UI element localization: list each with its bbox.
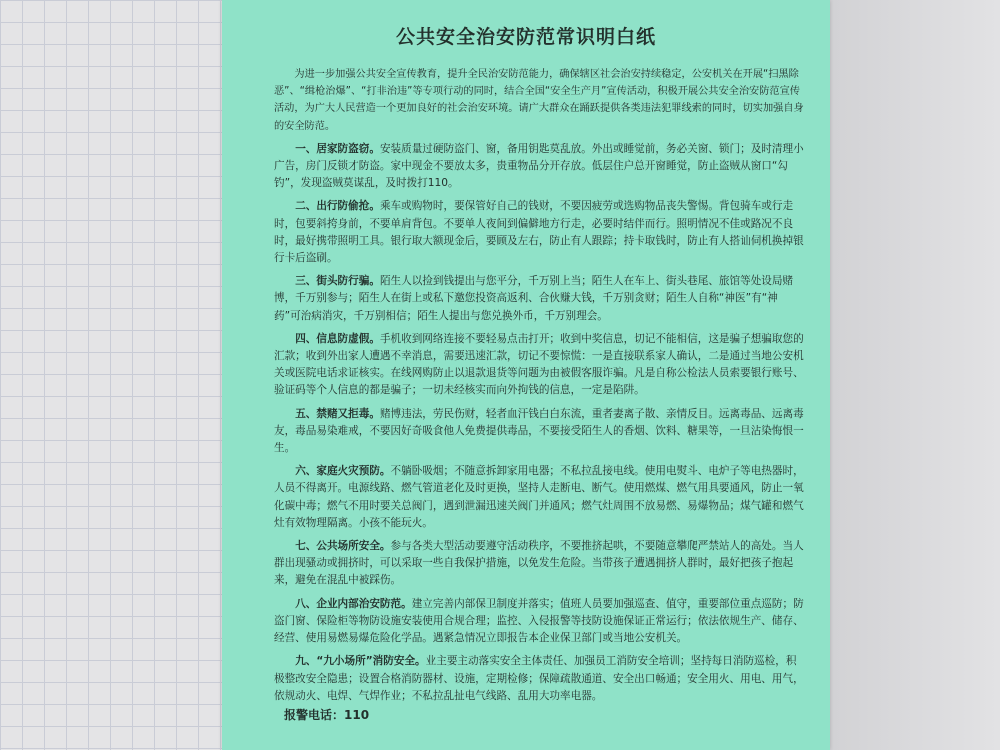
section-paragraph — [274, 538, 804, 590]
section-body: 参与各类大型活动要遵守活动秩序，不要推挤起哄，不要随意攀爬严禁站人的高处。当人群出现骚动或拥挤时，可以采取一些自我保护措施，以免发生危险。当带孩子遭遇拥挤人群时，最好把孩子抱起来，避免在混乱中被踩伤。 — [274, 540, 804, 587]
section-paragraph — [274, 273, 804, 325]
section-heading: 五、禁赌又拒毒。 — [295, 407, 380, 420]
section-heading: 三、街头防行骗。 — [295, 275, 380, 288]
section-heading: 八、企业内部治安防范。 — [295, 597, 412, 610]
intro-paragraph: 为进一步加强公共安全宣传教育，提升全民治安防范能力，确保辖区社会治安持续稳定，公安机关在开展“扫黑除恶”、“缉枪治爆”、“打非治违”等专项行动的同时，结合全国“安全生产月”宣传活动，积极开展公共安全治安防范宣传活动，为广大人民营造一个更加良好的社会治安环境。请广大群众在踊跃提供各类违法犯罪线索的同时，切实加强自身的安全防范。 — [274, 69, 804, 132]
section-paragraph — [274, 198, 804, 267]
grid-paper-background — [0, 0, 260, 750]
section-heading: 一、居家防盗窃。 — [295, 142, 380, 155]
section-heading: 二、出行防偷抢。 — [295, 200, 380, 213]
section-heading: 六、家庭火灾预防。 — [295, 465, 391, 478]
section-paragraph — [274, 596, 804, 648]
section-heading: 四、信息防虚假。 — [295, 332, 380, 345]
section-paragraph — [274, 406, 804, 458]
section-paragraph — [274, 653, 804, 705]
notice-sheet — [222, 0, 830, 750]
section-body: 安装质量过硬防盗门、窗，备用钥匙莫乱放。外出或睡觉前，务必关窗、锁门；及时清理小广告，房门反锁才防盗。家中现金不要放太多，贵重物品分开存放。低层住户总开窗睡觉，防止盗贼从窗口“勾钓”，发现盗贼莫谋乱，及时拨打110。 — [274, 142, 804, 190]
sheet-title: 公共安全治安防范常识明白纸 — [395, 26, 656, 48]
section-body: 业主要主动落实安全主体责任、加强员工消防安全培训；坚持每日消防巡检，积极整改安全隐患；设置合格消防器材、设施，定期检修；保障疏散通道、安全出口畅通；安全用火、用电、用气，依规动火、电焊、气焊作业；不私拉乱扯电气线路、乱用大功率电器。 — [274, 655, 804, 702]
right-paper-background — [800, 0, 1000, 750]
section-body: 手机收到网络连接不要轻易点击打开；收到中奖信息，切记不能相信，这是骗子想骗取您的汇款；收到外出家人遭遇不幸消息，需要迅速汇款，切记不要惊慌：一是直接联系家人确认，二是通过当地公安机关或医院电话求证核实。在线网购防止以退款退货等问题为由被假客服诈骗。凡是自称公检法人员索要银行账号、验证码等个人信息的都是骗子；一切未经核实而向外拘钱的信息，一定是陷阱。 — [274, 332, 804, 397]
section-heading: 九、“九小场所”消防安全。 — [295, 655, 426, 668]
section-body: 不躺卧吸烟；不随意拆卸家用电器；不私拉乱接电线。使用电熨斗、电炉子等电热器时，人员不得离开。电源线路、燃气管道老化及时更换，坚持人走断电、断气。使用燃煤、燃气用具要通风，防止一氧化碳中毒；燃气不用时要关总阀门，遇到泄漏迅速关阀门并通风；燃气灶周围不放易燃、易爆物品；煤气罐和燃气灶有效物理隔离。小孩不能玩火。 — [274, 465, 804, 529]
section-paragraph — [274, 141, 804, 193]
section-body: 赌博违法，劳民伤财，轻者血汗钱白白东流，重者妻离子散、亲情反目。远离毒品、远离毒友，毒品易染难戒，不要因好奇吸食他人免费提供毒品，不要接受陌生人的香烟、饮料、糖果等，一旦沾染悔恨一生。 — [274, 407, 804, 455]
section-heading: 七、公共场所安全。 — [295, 540, 391, 553]
section-paragraph — [274, 331, 804, 400]
section-body: 乘车或购物时，要保管好自己的钱财，不要因疲劳或选购物品丧失警惕。背包骑车或行走时，包要斜挎身前，不要单肩背包。不要单人夜间到偏僻地方行走，必要时结伴而行。照明情况不佳或路况不良时，最好携带照明工具。银行取大额现金后，要顾及左右，防止有人跟踪；持卡取钱时，防止有人搭讪伺机换掉银行卡后盗刷。 — [274, 200, 804, 265]
section-paragraph — [274, 463, 804, 532]
sheet-content — [274, 66, 804, 711]
section-body: 陌生人以捡到钱提出与您平分，千万别上当；陌生人在车上、街头巷尾、旅馆等处设局赌博，千万别参与；陌生人在街上或私下邀您投资高返利、合伙赚大钱，千万别贪财；陌生人自称“神医”有“神药”可治病消灾，千万别相信；陌生人提出与您兑换外币，千万别理会。 — [274, 275, 794, 322]
section-body: 建立完善内部保卫制度并落实；值班人员要加强巡查、值守，重要部位重点巡防；防盗门窗、保险柜等物防设施安装使用合规合理；监控、入侵报警等技防设施保证正常运行；依法依规生产、储存、经营、使用易燃易爆危险化学品。遇紧急情况立即报告本企业保卫部门或当地公安机关。 — [274, 597, 804, 645]
police-hotline: 报警电话：110 — [284, 708, 370, 722]
